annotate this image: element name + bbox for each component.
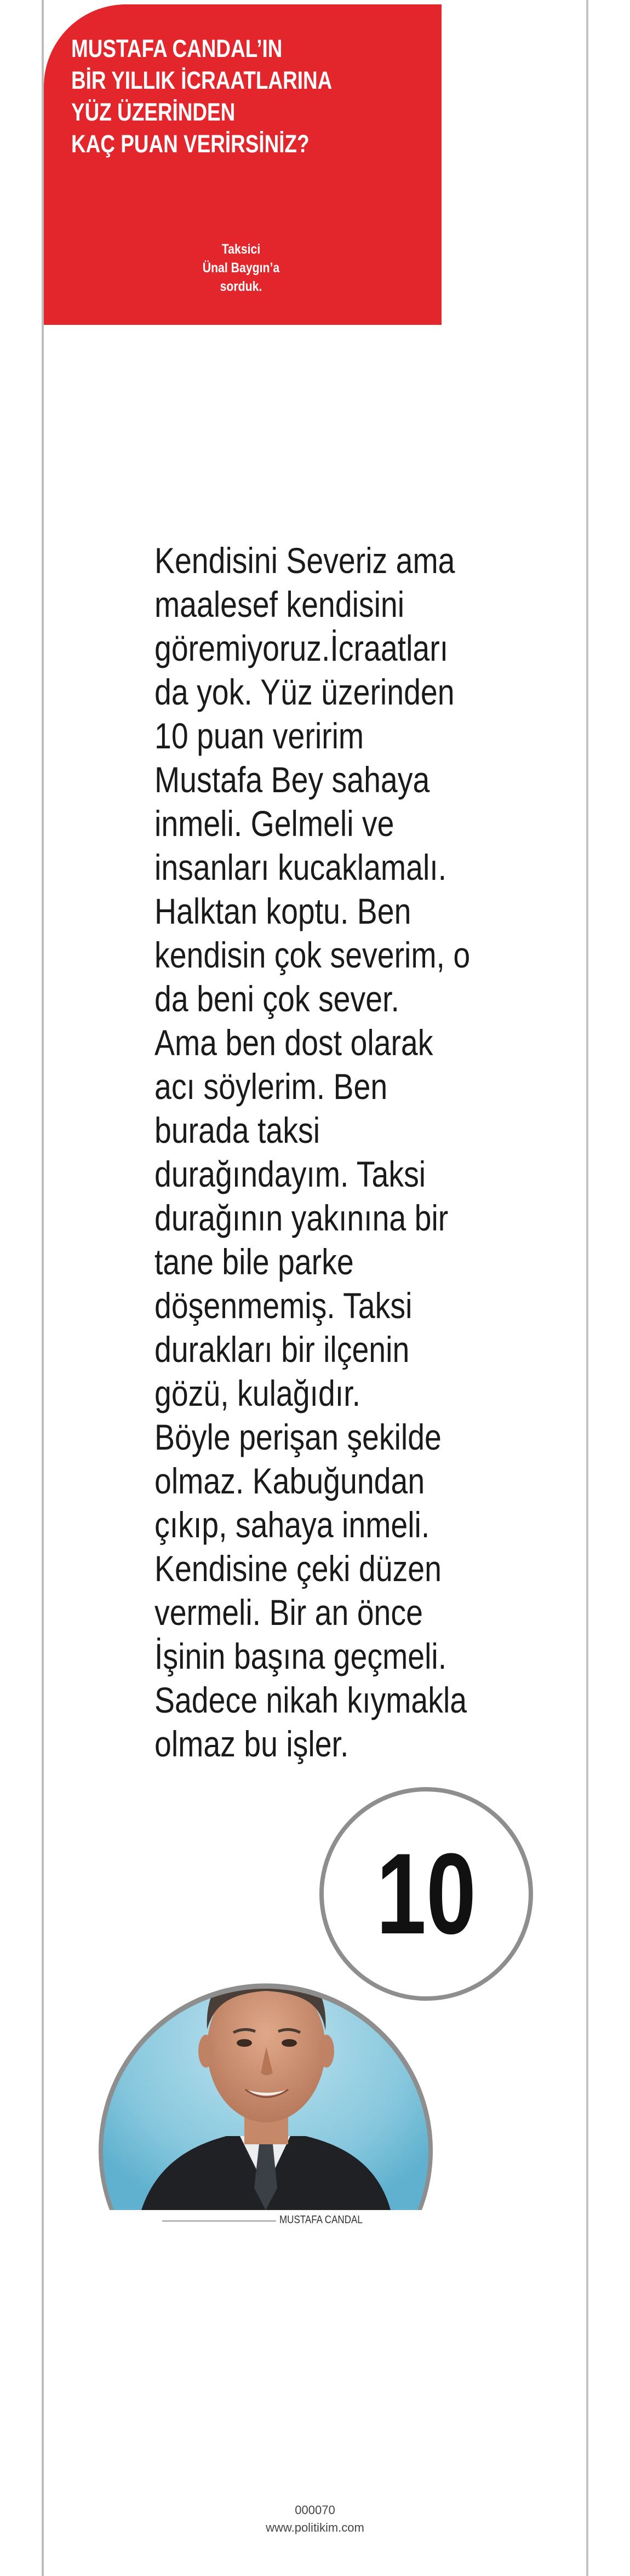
- score-value: 10: [376, 1829, 477, 1958]
- headline: [71, 33, 341, 160]
- quote-line: insanları kucaklamalı.: [154, 847, 447, 888]
- footer-website: www.politikim.com: [266, 2521, 364, 2534]
- quote-line: 10 puan veririm: [154, 715, 364, 756]
- portrait-caption: MUSTAFA CANDAL: [279, 2214, 363, 2226]
- quote-line: Mustafa Bey sahaya: [154, 759, 430, 800]
- left-frame-line: [42, 0, 44, 2576]
- quote-line: Kendisine çeki düzen: [154, 1548, 442, 1589]
- byline-role: Taksici: [221, 242, 261, 257]
- quote-line: maalesef kendisini: [154, 584, 405, 625]
- byline-name: Ünal Baygın’a sorduk.: [202, 260, 280, 294]
- quote-line: burada taksi: [154, 1110, 320, 1150]
- quote-line: gözü, kulağıdır.: [154, 1373, 361, 1413]
- headline-line: YÜZ ÜZERİNDEN: [71, 98, 236, 126]
- quote-line: Kendisini Severiz ama: [154, 540, 455, 581]
- quote-line: olmaz. Kabuğundan: [154, 1461, 425, 1501]
- quote-line: da yok. Yüz üzerinden: [154, 672, 455, 712]
- quote-line: durağının yakınına bir: [154, 1198, 449, 1238]
- quote-line: tane bile parke: [154, 1241, 354, 1282]
- quote-line: İşinin başına geçmeli.: [154, 1636, 447, 1676]
- headline-line: KAÇ PUAN VERİRSİNİZ?: [71, 130, 310, 158]
- quote-line: olmaz bu işler.: [154, 1724, 349, 1764]
- quote-line: Sadece nikah kıymakla: [154, 1680, 467, 1720]
- footer: [208, 2501, 422, 2537]
- right-frame-line: [586, 0, 588, 2576]
- byline: [185, 240, 297, 296]
- quote-line: vermeli. Bir an önce: [154, 1592, 423, 1633]
- caption-rule: [162, 2220, 276, 2222]
- quote-line: döşenmemiş. Taksi: [154, 1285, 413, 1326]
- quote-line: durakları bir ilçenin: [154, 1329, 410, 1370]
- quote-line: Böyle perişan şekilde: [154, 1417, 442, 1457]
- score-badge: [319, 1787, 533, 2001]
- headline-line: MUSTAFA CANDAL’IN: [71, 35, 283, 62]
- quote-line: Halktan koptu. Ben: [154, 891, 411, 931]
- footer-code: 000070: [295, 2503, 335, 2517]
- quote-line: inmeli. Gelmeli ve: [154, 803, 394, 844]
- interview-quote: [154, 539, 494, 1766]
- quote-line: durağındayım. Taksi: [154, 1154, 426, 1194]
- quote-line: göremiyoruz.İcraatları: [154, 628, 449, 668]
- quote-line: Ama ben dost olarak: [154, 1022, 433, 1063]
- headline-line: BİR YILLIK İCRAATLARINA: [71, 66, 333, 94]
- quote-line: çıkıp, sahaya inmeli.: [154, 1504, 430, 1545]
- quote-line: da beni çok sever.: [154, 978, 399, 1019]
- quote-line: kendisin çok severim, o: [154, 935, 471, 975]
- quote-line: acı söylerim. Ben: [154, 1066, 388, 1107]
